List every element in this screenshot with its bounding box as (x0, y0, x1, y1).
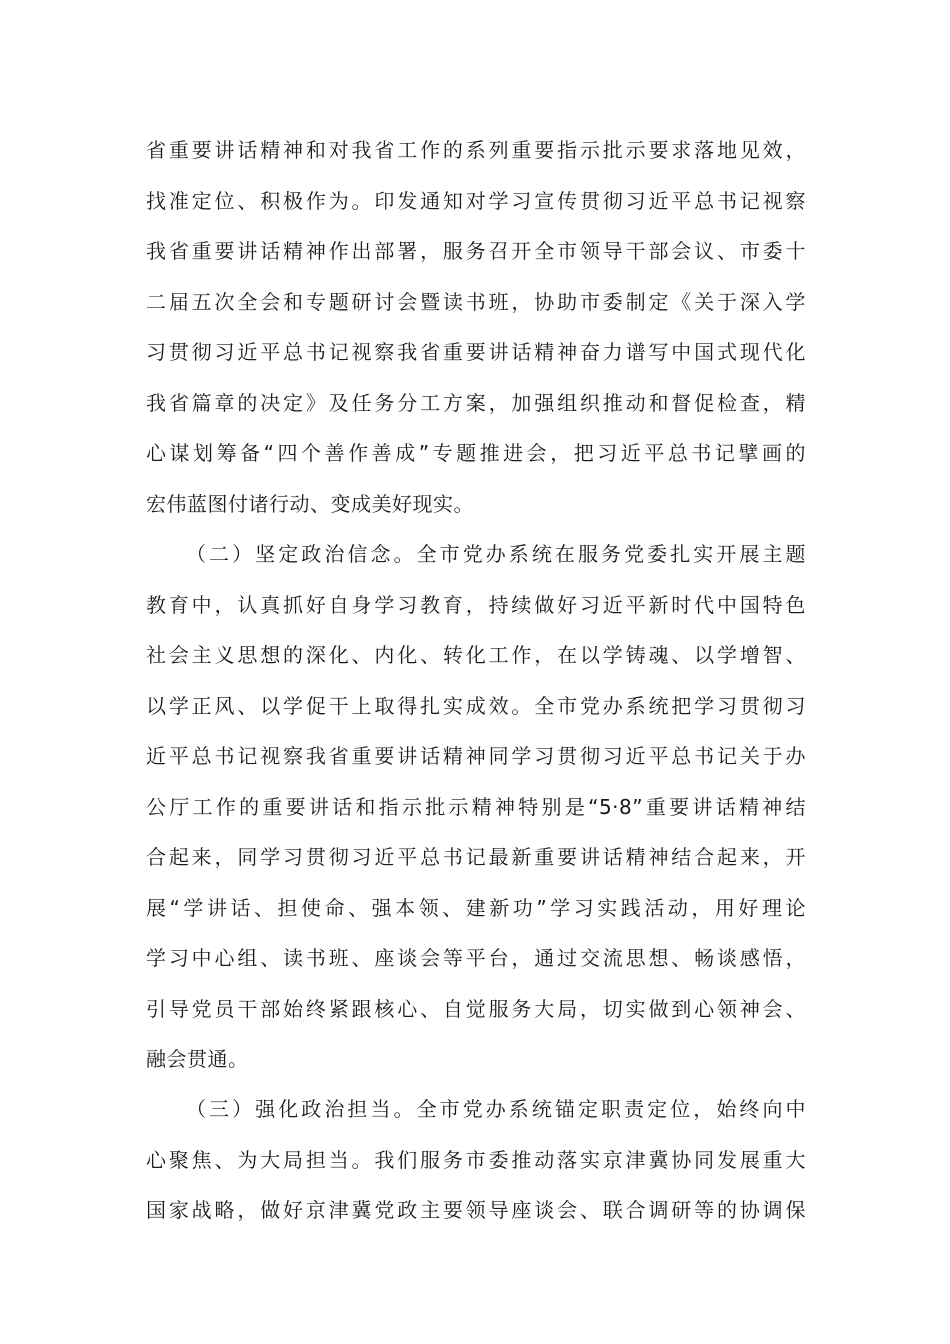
paragraph-3-line: 国家战略，做好京津冀党政主要领导座谈会、联合调研等的协调保 (146, 1198, 806, 1222)
paragraph-1-line: 找准定位、积极作为。印发通知对学习宣传贯彻习近平总书记视察 (146, 188, 806, 213)
paragraph-1-line: 心谋划筹备“四个善作善成”专题推进会，把习近平总书记擘画的 (146, 441, 806, 465)
paragraph-3-line: 心聚焦、为大局担当。我们服务市委推动落实京津冀协同发展重大 (146, 1147, 806, 1172)
paragraph-2-heading-line: （二）坚定政治信念。全市党办系统在服务党委扎实开展主题 (186, 542, 806, 566)
paragraph-2-line: 近平总书记视察我省重要讲话精神同学习贯彻习近平总书记关于办 (146, 744, 806, 768)
paragraph-1-line: 二届五次全会和专题研讨会暨读书班，协助市委制定《关于深入学 (146, 289, 806, 314)
paragraph-2-line: 公厅工作的重要讲话和指示批示精神特别是“5·8”重要讲话精神结 (146, 794, 806, 819)
paragraph-2-line: 以学正风、以学促干上取得扎实成效。全市党办系统把学习贯彻习 (146, 693, 806, 718)
paragraph-2-line: 合起来，同学习贯彻习近平总书记最新重要讲话精神结合起来，开 (146, 845, 806, 869)
paragraph-2-line: 学习中心组、读书班、座谈会等平台，通过交流思想、畅谈感悟， (146, 946, 806, 970)
paragraph-2-line: 展“学讲话、担使命、强本领、建新功”学习实践活动，用好理论 (146, 895, 806, 920)
paragraph-2-line: 社会主义思想的深化、内化、转化工作，在以学铸魂、以学增智、 (146, 643, 806, 667)
paragraph-1-line: 我省篇章的决定》及任务分工方案，加强组织推动和督促检查，精 (146, 390, 806, 415)
paragraph-2-line: 教育中，认真抓好自身学习教育，持续做好习近平新时代中国特色 (146, 592, 806, 617)
paragraph-1-line: 我省重要讲话精神作出部署，服务召开全市领导干部会议、市委十 (146, 239, 806, 263)
paragraph-1-line: 习贯彻习近平总书记视察我省重要讲话精神奋力谱写中国式现代化 (146, 340, 806, 364)
paragraph-3-heading-line: （三）强化政治担当。全市党办系统锚定职责定位，始终向中 (186, 1097, 806, 1121)
paragraph-2-line: 融会贯通。 (146, 1047, 249, 1071)
paragraph-2-line: 引导党员干部始终紧跟核心、自觉服务大局，切实做到心领神会、 (146, 996, 806, 1021)
paragraph-1-line: 宏伟蓝图付诸行动、变成美好现实。 (146, 491, 474, 516)
paragraph-1 (146, 125, 806, 529)
paragraph-1-line: 省重要讲话精神和对我省工作的系列重要指示批示要求落地见效， (146, 138, 806, 162)
paragraph-2 (146, 529, 806, 1085)
paragraph-3 (146, 1084, 806, 1236)
